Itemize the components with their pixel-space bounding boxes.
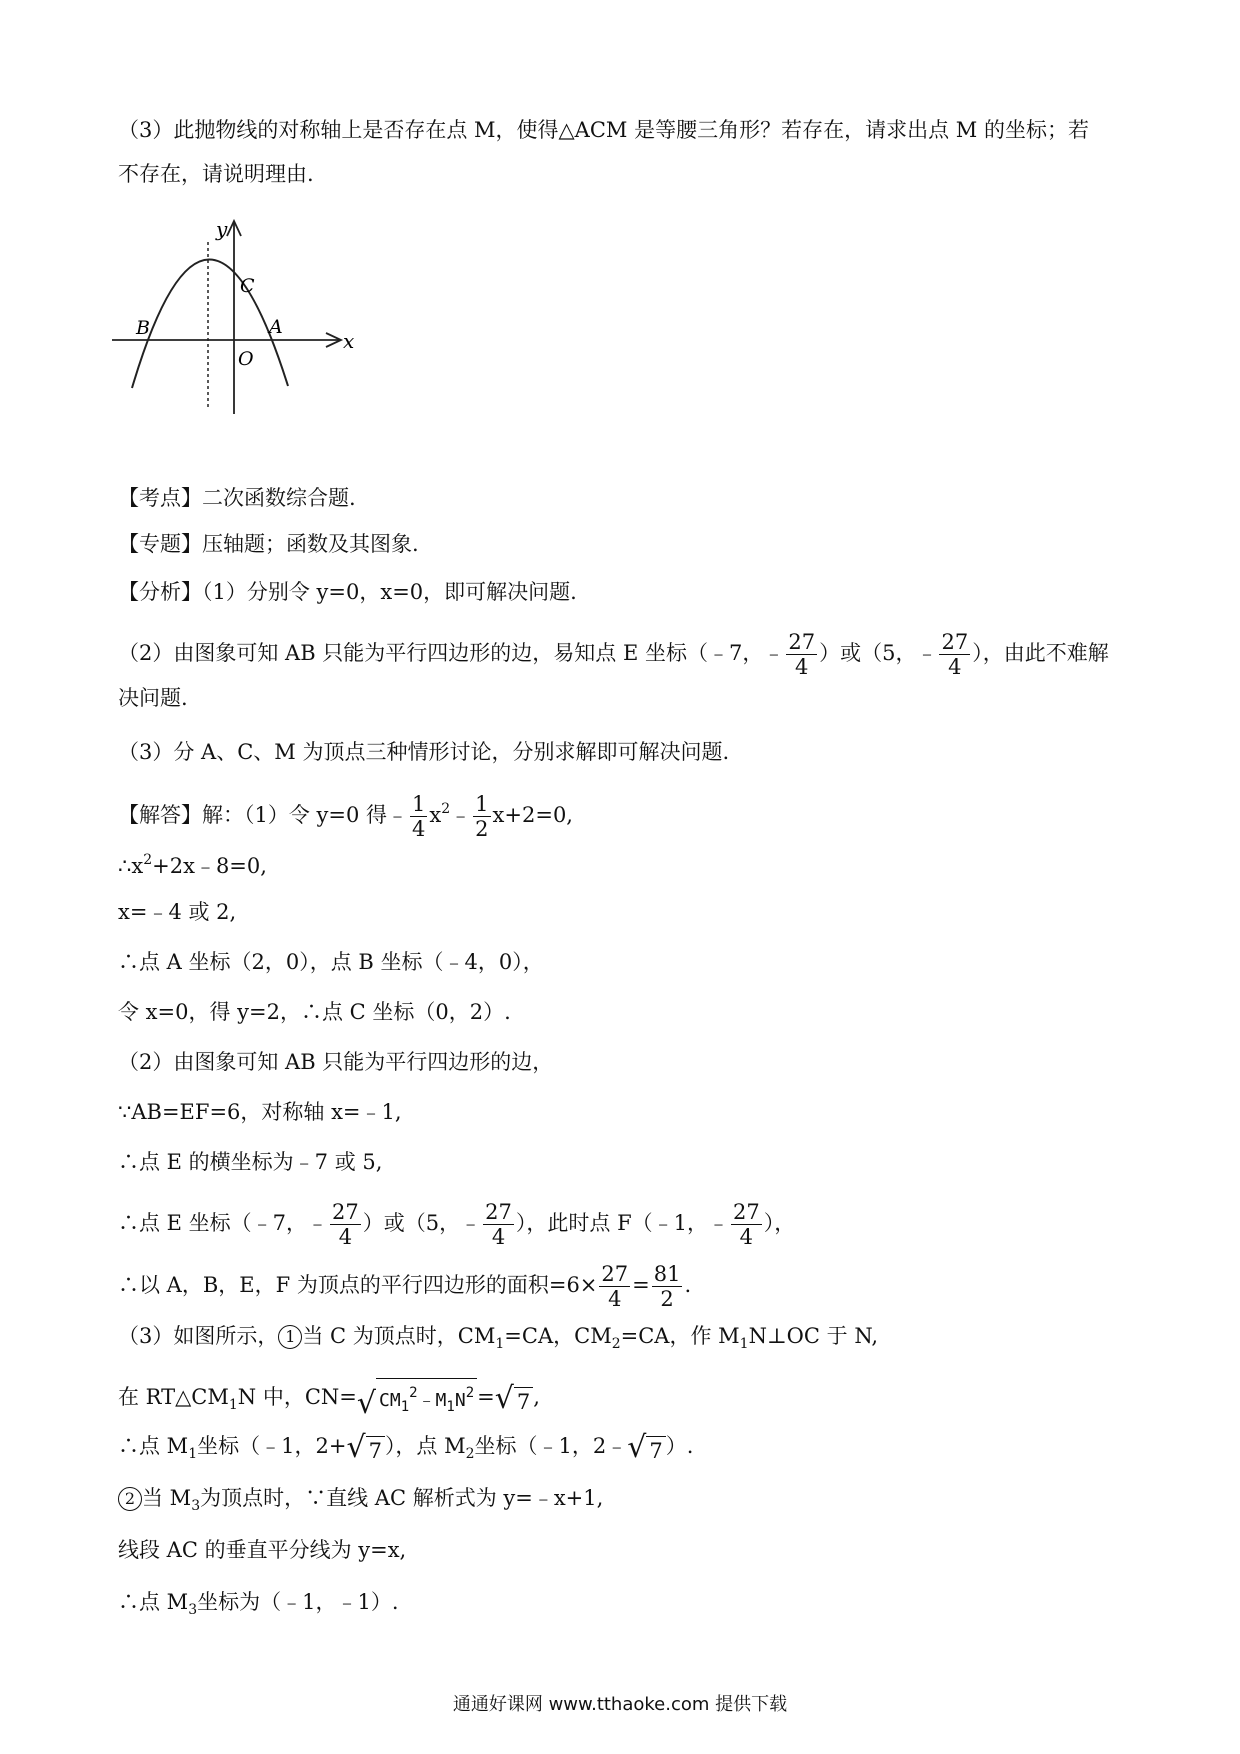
label-x: x [343,329,355,353]
solution-line-16: ∴点 $M_3$坐标为（﹣1，﹣1）. [118,1590,399,1618]
solution-line-8: ∴点 E 的横坐标为﹣7 或 5, [118,1150,383,1174]
fraction-27-4: $\frac{27}{4}$ [601,1262,629,1311]
circled-number-2: 2 [118,1487,142,1511]
parabola-curve [132,259,288,388]
solution-line-13: ∴点 $M_1$坐标（﹣1，2+ √ 7 ），点 $M_2$坐标（﹣1，2﹣ √ 7 ）. [118,1429,694,1465]
problem-line-1: （3）此抛物线的对称轴上是否存在点 M，使得△ACM 是等腰三角形？若存在，请求出点 M 的坐标；若 [118,118,1089,142]
label-y: y [216,218,228,241]
fenxi-2-cont: 决问题. [118,686,188,710]
solution-line-6: （2）由图象可知 AB 只能为平行四边形的边， [118,1050,554,1074]
solution-line-14: 2 当 $M_3$为顶点时，∵直线 AC 解析式为 y=﹣x+1, [118,1484,603,1520]
zhuanti: 【专题】压轴题；函数及其图象. [118,532,419,556]
sqrt-expression: √ $CM_1^2﹣M_1N^2$ [357,1378,477,1419]
fenxi-2: （2）由图象可知 AB 只能为平行四边形的边，易知点 E 坐标（﹣7，﹣ $\frac{27}{4}$ ）或（5，﹣ $\frac{27}{4}$ ），由此不难解 [118,630,1109,679]
solution-line-5: 令 x=0，得 y=2，∴点 C 坐标（0，2）. [118,1000,511,1024]
label-o: O [238,348,254,370]
solution-line-1: 【解答】解：（1）令 y=0 得﹣ $\frac{1}{4}$ $x^2﹣$ $\frac{1}{2}$ x+2=0, [118,792,573,841]
fraction-27-4: $\frac{27}{4}$ [941,630,969,679]
fenxi-3: （3）分 A、C、M 为顶点三种情形讨论，分别求解即可解决问题. [118,740,730,764]
fraction-27-4: $\frac{27}{4}$ [485,1200,512,1249]
solution-line-15: 线段 AC 的垂直平分线为 y=x, [118,1538,407,1562]
solution-line-4: ∴点 A 坐标（2，0），点 B 坐标（﹣4，0）， [118,950,544,974]
fraction-27-4: $\frac{27}{4}$ [788,630,816,679]
parabola-figure [112,218,382,423]
circled-number-1: 1 [278,1325,302,1349]
solution-line-2: $\therefore x^2+2x﹣8=0$, [118,852,267,878]
fenxi-1: 【分析】（1）分别令 y=0，x=0，即可解决问题. [118,580,577,604]
solution-line-9: ∴点 E 坐标（﹣7，﹣ $\frac{27}{4}$ ）或（5，﹣ $\frac{27}{4}$ ），此时点 F（﹣1，﹣ $\frac{27}{4}$ ）， [118,1200,796,1249]
fraction-27-4: $\frac{27}{4}$ [332,1200,359,1249]
problem-line-2: 不存在，请说明理由. [118,162,314,186]
sqrt-7: √ 7 [346,1433,385,1463]
page-footer: 通通好课网 www.tthaoke.com 提供下载 [452,1694,788,1715]
solution-line-3: x=﹣4 或 2, [118,900,237,924]
kaodian: 【考点】二次函数综合题. [118,486,356,510]
solution-line-11: （3）如图所示， 1 当 C 为顶点时，$CM_1=CA$，$CM_2=CA$，作 $M_1N\perp OC$ 于 N, [118,1324,879,1352]
fraction-1-4: $\frac{1}{4}$ [412,792,426,841]
label-b: B [136,317,150,339]
fraction-1-2: $\frac{1}{2}$ [475,792,489,841]
fraction-27-4: $\frac{27}{4}$ [733,1200,760,1249]
sqrt-7: √ 7 [495,1384,534,1414]
fraction-81-2: $\frac{81}{2}$ [653,1262,681,1311]
solution-line-10: ∴以 A，B，E，F 为顶点的平行四边形的面积=6× $\frac{27}{4}$ = $\frac{81}{2}$ . [118,1262,692,1311]
sqrt-7: √ 7 [627,1433,666,1463]
solution-line-12: 在 $RT\triangle CM_1N$ 中，CN= √ $CM_1^2﹣M_1N^2$ = √ 7 , [118,1378,540,1419]
solution-line-7: ∵AB=EF=6，对称轴 x=﹣1, [118,1100,402,1124]
label-a: A [269,316,283,338]
label-c: C [240,275,255,297]
